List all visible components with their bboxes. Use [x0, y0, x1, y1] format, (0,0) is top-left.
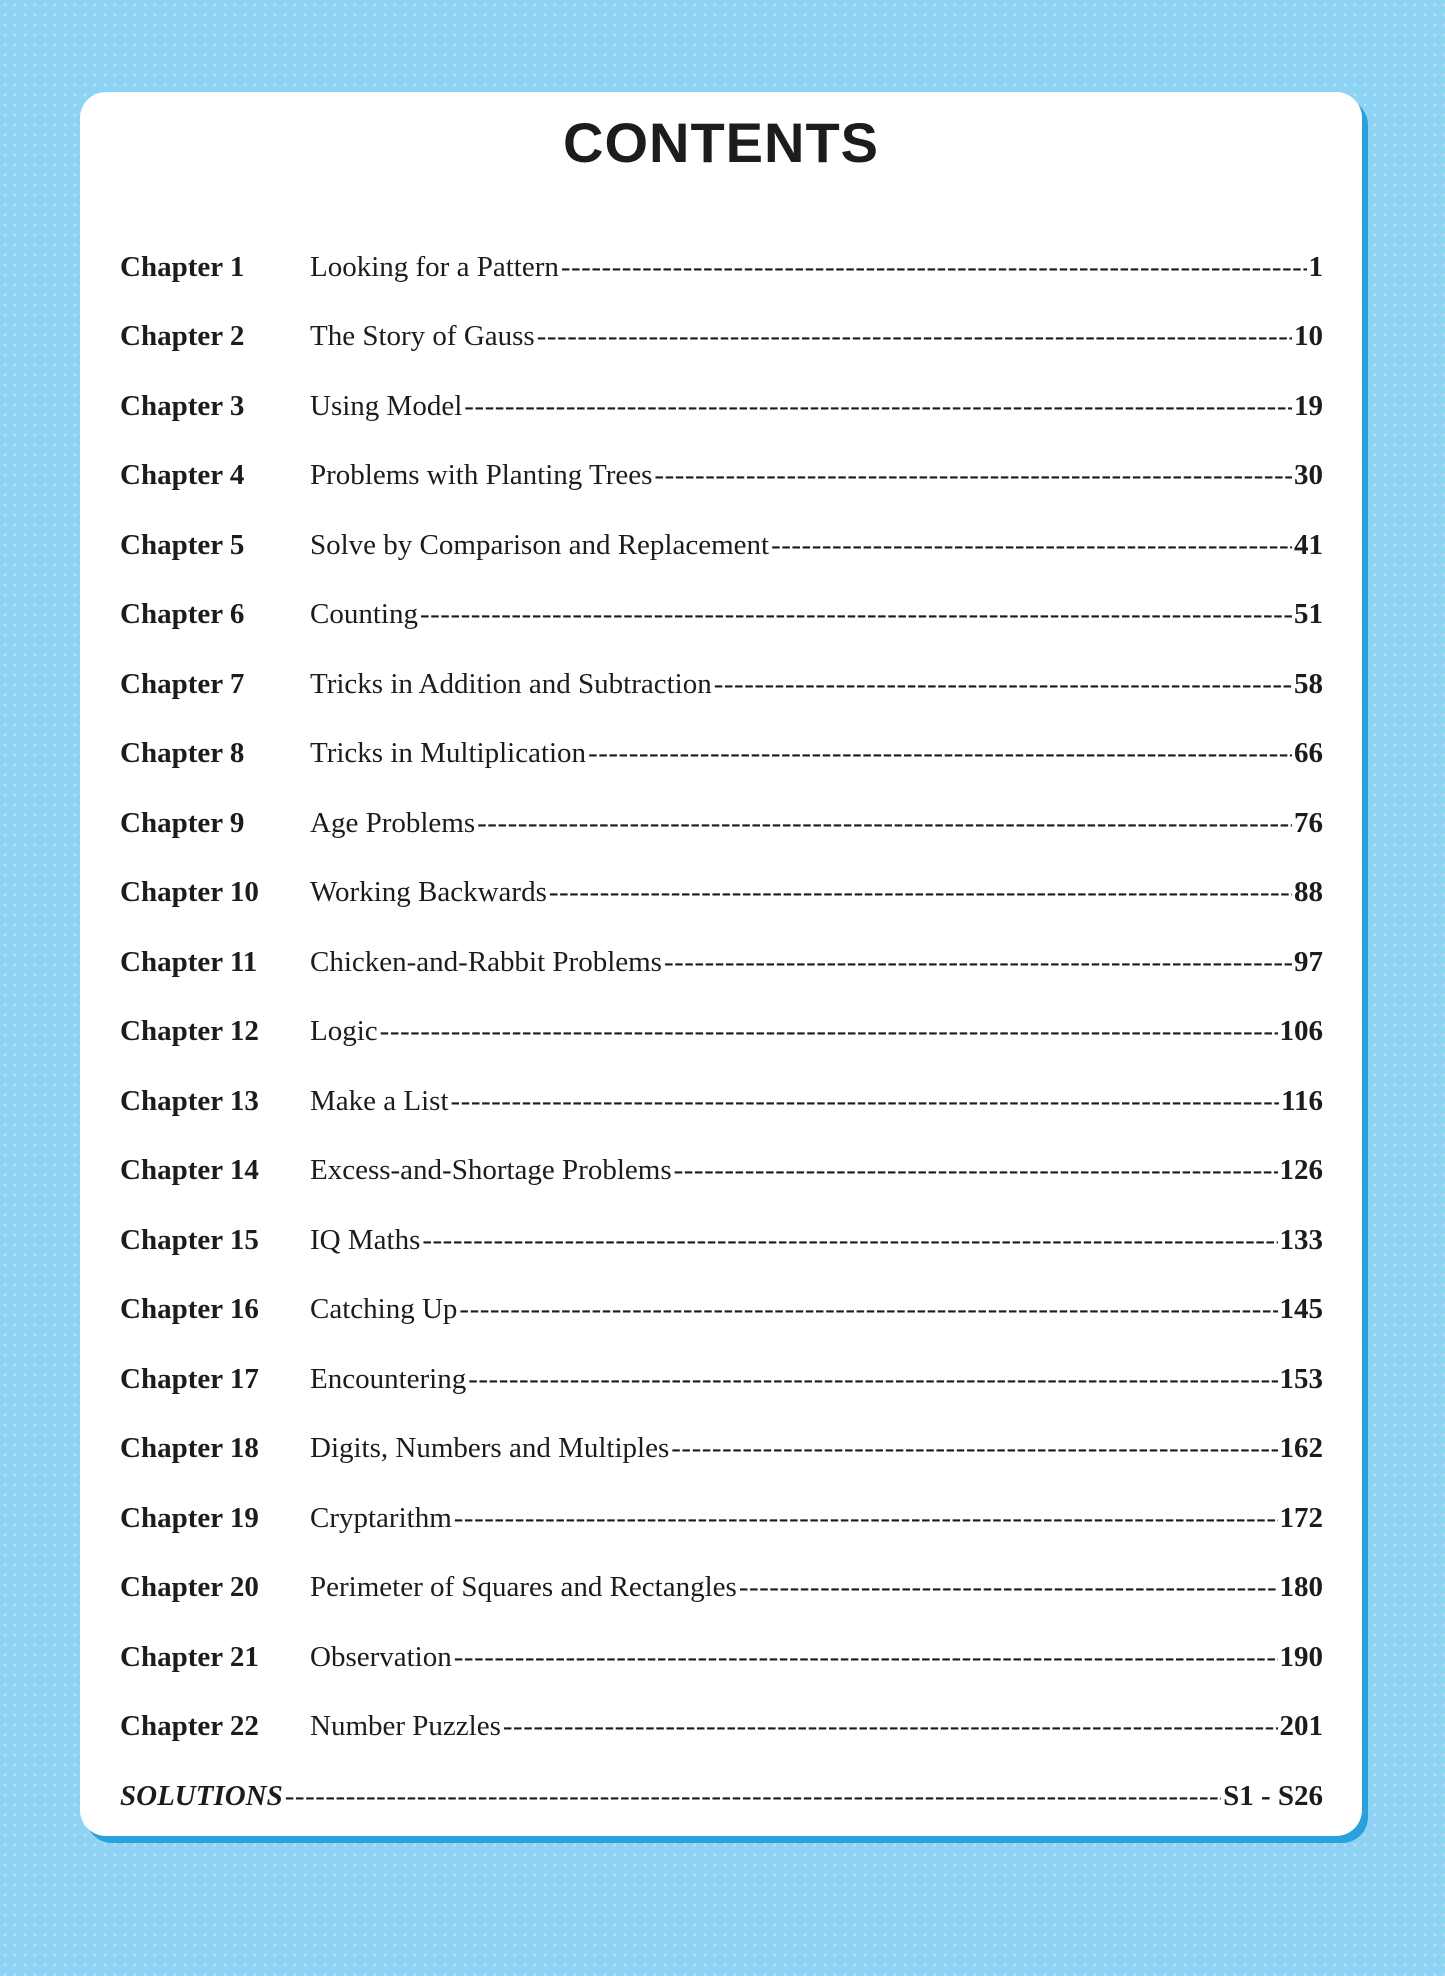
chapter-label: Chapter 1 [120, 250, 245, 283]
dash-leader [422, 1226, 1277, 1255]
chapter-label: Chapter 18 [120, 1432, 259, 1464]
toc-row-chapter-20[interactable] [120, 1541, 1323, 1611]
toc-row-chapter-11[interactable] [120, 915, 1323, 985]
toc-row-chapter-6[interactable] [120, 568, 1323, 638]
chapter-title: Working Backwards [310, 876, 547, 908]
page-number: 162 [1279, 1432, 1323, 1464]
toc-row-chapter-9[interactable] [120, 776, 1323, 846]
dash-leader [654, 461, 1292, 490]
chapter-title: Excess-and-Shortage Problems [310, 1154, 672, 1186]
chapter-title: Problems with Planting Trees [310, 459, 653, 491]
chapter-label: Chapter 11 [120, 945, 258, 978]
toc-row-chapter-14[interactable] [120, 1124, 1323, 1194]
dash-leader [451, 1087, 1280, 1116]
chapter-title: Age Problems [310, 806, 476, 839]
toc-row-chapter-7[interactable] [120, 637, 1323, 707]
page-number: S1 - S26 [1223, 1779, 1323, 1812]
chapter-label: Chapter 19 [120, 1501, 259, 1534]
dash-leader [771, 531, 1292, 560]
page-number: 41 [1294, 528, 1323, 561]
chapter-title: Cryptarithm [310, 1501, 452, 1534]
page-number: 51 [1294, 598, 1323, 630]
chapter-title: Chicken-and-Rabbit Problems [310, 945, 662, 978]
chapter-label: Chapter 5 [120, 528, 245, 561]
page-number: 145 [1279, 1293, 1323, 1325]
chapter-label: Chapter 4 [120, 459, 245, 491]
chapter-label: Chapter 14 [120, 1154, 259, 1186]
page-number: 106 [1279, 1015, 1323, 1047]
dash-leader [464, 392, 1292, 421]
toc-row-solutions[interactable] [120, 1749, 1323, 1819]
toc-row-chapter-1[interactable] [120, 220, 1323, 290]
chapter-title: Tricks in Multiplication [310, 737, 587, 769]
chapter-label: Chapter 12 [120, 1015, 259, 1047]
chapter-title: Looking for a Pattern [310, 250, 559, 283]
toc-row-chapter-2[interactable] [120, 290, 1323, 360]
dash-leader [561, 253, 1307, 282]
toc-row-chapter-22[interactable] [120, 1680, 1323, 1750]
chapter-label: Chapter 15 [120, 1223, 259, 1256]
chapter-title: Solve by Comparison and Replacement [310, 528, 770, 561]
dash-leader [468, 1365, 1277, 1394]
page-number: 76 [1294, 806, 1323, 839]
toc-row-chapter-16[interactable] [120, 1263, 1323, 1333]
chapter-label: Chapter 6 [120, 598, 245, 630]
contents-card [80, 92, 1362, 1836]
toc-row-chapter-17[interactable] [120, 1332, 1323, 1402]
page-number: 116 [1281, 1084, 1323, 1117]
dash-leader [537, 322, 1292, 351]
dash-leader [664, 948, 1292, 977]
toc-row-chapter-15[interactable] [120, 1193, 1323, 1263]
chapter-title: Catching Up [310, 1293, 458, 1325]
toc-row-chapter-5[interactable] [120, 498, 1323, 568]
chapter-title: IQ Maths [310, 1223, 421, 1256]
chapter-label: Chapter 22 [120, 1710, 259, 1742]
toc-row-chapter-19[interactable] [120, 1471, 1323, 1541]
dash-leader [420, 600, 1292, 629]
chapter-title: Make a List [310, 1084, 449, 1117]
chapter-label: Chapter 9 [120, 806, 245, 839]
chapter-label: Chapter 20 [120, 1571, 259, 1603]
chapter-title: Observation [310, 1640, 452, 1673]
chapter-label: Chapter 3 [120, 389, 245, 422]
dash-leader [454, 1504, 1278, 1533]
chapter-label: Chapter 13 [120, 1084, 259, 1117]
page-number: 133 [1279, 1223, 1323, 1256]
toc-row-chapter-3[interactable] [120, 359, 1323, 429]
toc-row-chapter-21[interactable] [120, 1610, 1323, 1680]
dash-leader [477, 809, 1292, 838]
chapter-title: Number Puzzles [310, 1710, 501, 1742]
toc-row-chapter-13[interactable] [120, 1054, 1323, 1124]
page-number: 58 [1294, 667, 1323, 700]
page-number: 172 [1279, 1501, 1323, 1534]
chapter-title: Using Model [310, 389, 463, 422]
chapter-label: Chapter 8 [120, 737, 245, 769]
dash-leader [503, 1712, 1278, 1741]
toc-row-chapter-8[interactable] [120, 707, 1323, 777]
chapter-label: Chapter 17 [120, 1362, 259, 1395]
chapter-title: Digits, Numbers and Multiples [310, 1432, 670, 1464]
chapter-label: Chapter 10 [120, 876, 259, 908]
page-number: 126 [1279, 1154, 1323, 1186]
dash-leader [454, 1643, 1278, 1672]
chapter-title: Logic [310, 1015, 378, 1047]
page-number: 66 [1294, 737, 1323, 769]
table-of-contents [120, 220, 1323, 1819]
page-number: 97 [1294, 945, 1323, 978]
dash-leader [459, 1295, 1277, 1324]
chapter-title: Tricks in Addition and Subtraction [310, 667, 712, 700]
toc-row-chapter-10[interactable] [120, 846, 1323, 916]
chapter-label: Chapter 7 [120, 667, 245, 700]
dash-leader [588, 739, 1292, 768]
page-number: 190 [1279, 1640, 1323, 1673]
dash-leader [549, 878, 1292, 907]
chapter-label: Chapter 16 [120, 1293, 259, 1325]
dash-leader [739, 1573, 1278, 1602]
chapter-label: Chapter 2 [120, 320, 245, 352]
toc-row-chapter-4[interactable] [120, 429, 1323, 499]
toc-row-chapter-18[interactable] [120, 1402, 1323, 1472]
page-number: 153 [1279, 1362, 1323, 1395]
page-number: 201 [1279, 1710, 1323, 1742]
chapter-title: The Story of Gauss [310, 320, 535, 352]
toc-row-chapter-12[interactable] [120, 985, 1323, 1055]
page-number: 19 [1294, 389, 1323, 422]
dash-leader [285, 1782, 1221, 1811]
page-number: 10 [1294, 320, 1323, 352]
chapter-title: Perimeter of Squares and Rectangles [310, 1571, 737, 1603]
page-number: 88 [1294, 876, 1323, 908]
chapter-label: Chapter 21 [120, 1640, 259, 1673]
dash-leader [380, 1017, 1278, 1046]
dash-leader [714, 670, 1292, 699]
page-number: 1 [1308, 250, 1323, 283]
chapter-title: Encountering [310, 1362, 467, 1395]
dash-leader [671, 1434, 1277, 1463]
page-number: 30 [1294, 459, 1323, 491]
dash-leader [674, 1156, 1278, 1185]
page-title: CONTENTS [563, 111, 879, 174]
solutions-label: SOLUTIONS [120, 1779, 283, 1812]
chapter-title: Counting [310, 598, 418, 630]
page-number: 180 [1279, 1571, 1323, 1603]
